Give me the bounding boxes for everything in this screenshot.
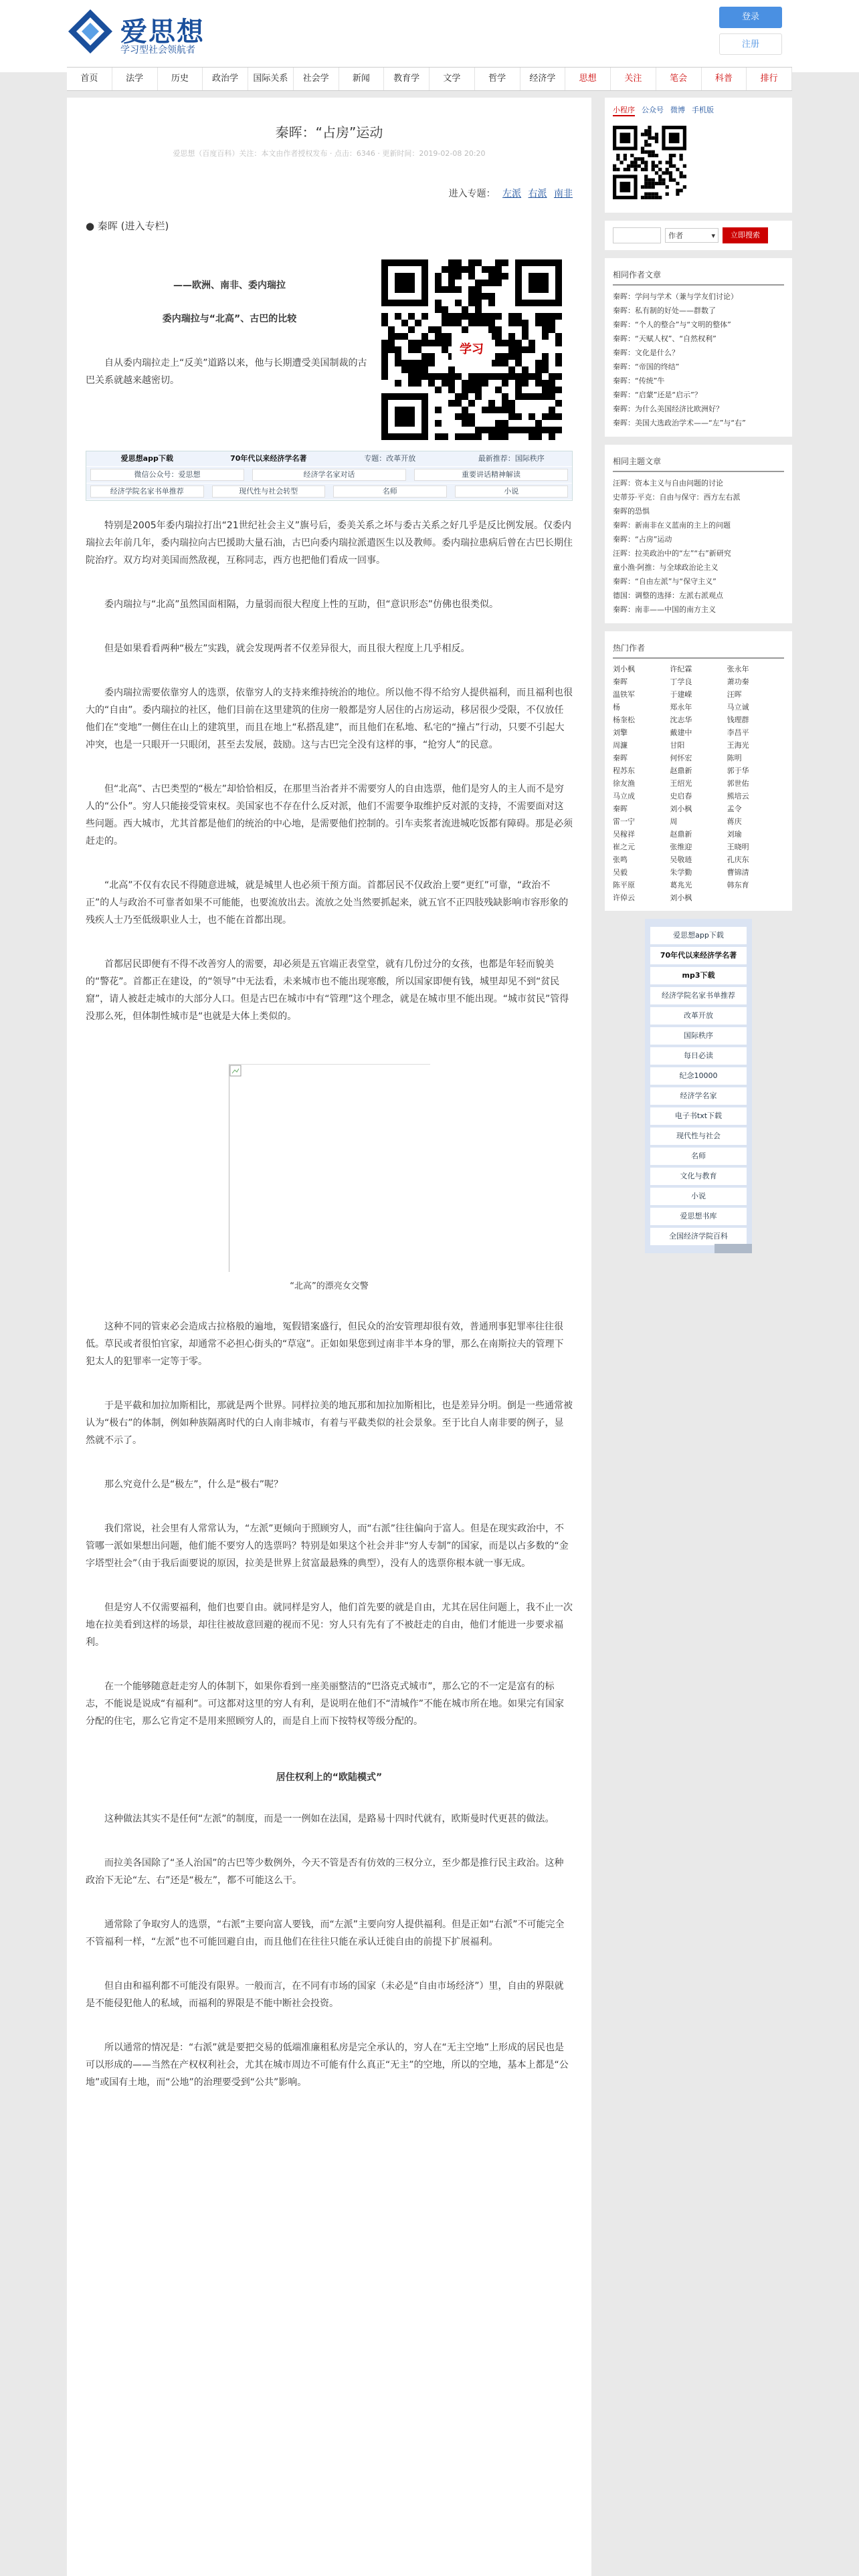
topic-article-link[interactable]: 秦晖：“自由左派”与“保守主义” xyxy=(613,577,717,586)
topic-article-link[interactable]: 秦晖：“占房”运动 xyxy=(613,535,672,544)
nav-item[interactable]: 思想 xyxy=(565,68,611,90)
logo-title: 爱思想 xyxy=(120,17,205,47)
promo-column-link[interactable]: 爱思想app下载 xyxy=(650,927,747,944)
article-paragraph: 特别是2005年委内瑞拉打出“21世纪社会主义”旗号后，委美关系之坏与委古关系之好几乎是反比例发展。仅委内瑞拉去年前几年，委内瑞拉向古巴援助大量石油，古巴向委内瑞拉派遣医生以及教师。委内瑞拉患病后曾在古巴长期住院治疗。双方均对美国而然敌视，互称同志，西方也把他们看成一回事。 xyxy=(86,520,573,566)
author-link[interactable]: 张永年 xyxy=(727,665,749,673)
nav-item[interactable]: 新闻 xyxy=(339,68,385,90)
author-link[interactable]: 葛兆光 xyxy=(670,881,692,889)
author-link[interactable]: 王海光 xyxy=(727,741,749,750)
article-paragraph: 但“北高”、古巴类型的“极左”却恰恰相反，在那里当治者并不需要穷人的自由选票，他们是穷人的主人而不是穷人的“公仆”。穷人只能接受管束权。美国家也不存在什么反对派，他们不需要争取维护反对派的支持，不需要面对这些问题。西大城市，尤其首都是他们的统治的中心地，是需要他们控制的。引车卖浆者流进城吃饭都有障碍。那是必须赶走的。 xyxy=(86,784,573,847)
nav-item[interactable]: 法学 xyxy=(112,68,158,90)
author-link[interactable]: 吴敬琏 xyxy=(670,855,692,864)
intro-section xyxy=(67,251,591,445)
author-link[interactable]: 杨奎松 xyxy=(613,716,635,724)
broken-image-icon xyxy=(229,1065,242,1077)
promo-link[interactable]: 微信公众号：爱思想 xyxy=(90,469,244,481)
search-button[interactable]: 立即搜索 xyxy=(723,227,768,243)
article-paragraph: 但是穷人不仅需要福利，他们也要自由。就同样是穷人，他们首先要的就是自由，尤其在居住问题上，我不止一次地在拉美看到这样的场景，却往往被故意回避的视而不见：穷人只有先有了不被赶走的自由，他们才能进一步要求福利。 xyxy=(86,1602,573,1648)
topic-links xyxy=(67,187,573,200)
author-link[interactable]: 张维迎 xyxy=(670,843,692,851)
author-link[interactable]: 刘小枫 xyxy=(670,893,692,902)
authors-heading: 热门作者 xyxy=(613,638,784,659)
article-paragraph: 在一个能够随意赶走穷人的体制下，如果你看到一座美丽整洁的“巴洛克式城市”，那么它的不一定是富有的标志，不能说是说成“有福利”。可这都对这里的穷人有利，是说明在他们不“清城作”不能在城市所在地。如果完有国家分配的住宅，那么它肯定不是用来照顾穷人的，而是自上而下按特权等级分配的。 xyxy=(86,1681,565,1727)
nav-item[interactable]: 首页 xyxy=(67,68,112,90)
article-paragraph: 于是平截和加拉加斯相比，那就是两个世界。同样拉美的地瓦那和加拉加斯相比，也是差异分明。倒是一些通常被认为“极右”的体制，例如种族隔离时代的白人南非城市，有着与平截类似的社会景象。至于比自人南非要的例子，显然就不示了。 xyxy=(86,1400,573,1446)
topic-link-left[interactable]: 左派 xyxy=(502,189,522,199)
promo-column-link[interactable]: 国际秩序 xyxy=(650,1027,747,1045)
promo-column-link[interactable]: 电子书txt下载 xyxy=(650,1107,747,1125)
promo-column-link[interactable]: 文化与教育 xyxy=(650,1168,747,1185)
intro-text xyxy=(86,251,373,389)
author-link[interactable]: 史启春 xyxy=(670,792,692,800)
author-link[interactable]: 温铁军 xyxy=(613,690,635,699)
author-link[interactable]: 崔之元 xyxy=(613,843,635,851)
author-link[interactable]: 马立诚 xyxy=(727,703,749,712)
author-link[interactable]: 丁学良 xyxy=(670,677,692,686)
promo-column-link[interactable]: 名师 xyxy=(650,1148,747,1165)
promo-column-link[interactable]: 现代性与社会 xyxy=(650,1128,747,1145)
author-link[interactable]: 郑永年 xyxy=(670,703,692,712)
promo-column-link[interactable]: 纪念10000 xyxy=(650,1067,747,1085)
topic-prefix: 进入专题： xyxy=(448,189,496,199)
topic-box xyxy=(605,445,792,623)
intro-paragraph: 自从委内瑞拉走上“反美”道路以来，他与长期遭受美国制裁的古巴关系就越来越密切。 xyxy=(86,358,367,386)
author-link[interactable]: 许纪霖 xyxy=(670,665,692,673)
intro-subheading: 委内瑞拉与“北高”、古巴的比较 xyxy=(162,314,297,324)
author-link[interactable]: 赵鼎新 xyxy=(670,766,692,775)
topic-article-link[interactable]: 汪晖：资本主义与自由问题的讨论 xyxy=(613,479,723,488)
promo-link[interactable]: 现代性与社会转型 xyxy=(212,486,326,498)
related-article-link[interactable]: 秦晖：“帝国的终结” xyxy=(613,362,680,371)
app-box xyxy=(605,98,792,213)
author-link[interactable]: 吴稼祥 xyxy=(613,830,635,839)
search-input[interactable] xyxy=(613,227,661,243)
related-article-link[interactable]: 秦晖：“个人的整合”与“文明的整体” xyxy=(613,320,731,329)
tab-mobile[interactable]: 手机版 xyxy=(692,106,714,114)
author-link[interactable]: 郭世佑 xyxy=(727,779,749,788)
tab-weibo[interactable]: 微博 xyxy=(670,106,685,114)
watermark xyxy=(714,1244,752,1253)
image-caption: “北高”的漂亮女交警 xyxy=(290,1281,369,1291)
article-paragraph: 这种做法其实不是任何“左派”的制度，而是一一例如在法国，是路易十四时代就有，欧斯曼时代更甚的做法。 xyxy=(104,1814,555,1824)
promo-link[interactable]: 爱思想app下载 xyxy=(120,454,173,463)
promo-column-link[interactable]: 小说 xyxy=(650,1188,747,1205)
promo-link-grid xyxy=(86,451,573,501)
chevron-down-icon: ▾ xyxy=(711,231,715,240)
article-paragraph: 这种不同的管束必会造成古拉格般的遍地，冤假错案盛行，但民众的治安管理却很有效，普通刑事犯罪率往往很低。草民或者很怕官家，却通常不必担心街头的“草寇”。正如如果您到过南非半本身的罪，那么在南斯拉夫的管理下犯太人的犯罪率一定等于零。 xyxy=(86,1321,564,1367)
promo-column-link[interactable]: 改革开放 xyxy=(650,1007,747,1025)
promo-column-link[interactable]: 经济学院名家书单推荐 xyxy=(650,987,747,1004)
author-link[interactable]: 汪晖 xyxy=(727,690,742,699)
nav-item[interactable]: 文学 xyxy=(430,68,475,90)
author-link[interactable]: 朱学勤 xyxy=(670,868,692,877)
author-link[interactable]: 吴毅 xyxy=(613,868,628,877)
article-image xyxy=(229,1064,430,1272)
nav-item[interactable]: 排行 xyxy=(747,68,792,90)
related-article-link[interactable]: 秦晖：学问与学术（兼与学友们讨论） xyxy=(613,292,738,301)
related-box xyxy=(605,258,792,437)
related-article-link[interactable]: 秦晖：为什么美国经济比欧洲好？ xyxy=(613,405,723,413)
section-heading: 居住权利上的“欧陆模式” xyxy=(276,1772,383,1783)
nav-item[interactable]: 经济学 xyxy=(520,68,566,90)
author-link[interactable]: 孟令 xyxy=(727,804,742,813)
promo-link[interactable]: 重要讲话精神解读 xyxy=(414,469,568,481)
author-link[interactable]: 王绍光 xyxy=(670,779,692,788)
related-article-link[interactable]: 秦晖：“天赋人权”、“自然权利” xyxy=(613,334,717,343)
site-logo[interactable] xyxy=(67,8,214,56)
author-link[interactable]: 周 xyxy=(670,817,678,826)
login-button[interactable]: 登录 xyxy=(719,7,782,28)
author-link[interactable]: 马立成 xyxy=(613,792,635,800)
topic-list xyxy=(613,476,784,617)
author-link[interactable]: 刘小枫 xyxy=(670,804,692,813)
tab-official-account[interactable]: 公众号 xyxy=(642,106,664,114)
article-paragraph: 通常除了争取穷人的选票，“右派”主要向富人要钱，而“左派”主要向穷人提供福利。但是正如“右派”不可能完全不管福利一样，“左派”也不可能回避自由，而且他们在往往只能在承认迁徙自由的前提下扩展福利。 xyxy=(86,1919,565,1947)
author-link[interactable]: 周濂 xyxy=(613,741,628,750)
promo-link[interactable]: 70年代以来经济学名著 xyxy=(230,454,307,463)
nav-item[interactable]: 历史 xyxy=(158,68,203,90)
author-link[interactable]: 熊培云 xyxy=(727,792,749,800)
author-link[interactable]: 韩东育 xyxy=(727,881,749,889)
related-article-link[interactable]: 秦晖：“启蒙”还是“启示”？ xyxy=(613,391,702,399)
author-link[interactable]: 戴建中 xyxy=(670,728,692,737)
authors-grid xyxy=(613,663,784,904)
related-article-link[interactable]: 秦晖：私有制的好处——群数了 xyxy=(613,306,716,315)
author-link[interactable]: 陈平原 xyxy=(613,881,635,889)
author-link[interactable]: 许倬云 xyxy=(613,893,635,902)
promo-column-link[interactable]: 经济学名家 xyxy=(650,1087,747,1105)
intro-heading: ——欧洲、南非、委内瑞拉 xyxy=(173,280,286,291)
topic-link-right[interactable]: 右派 xyxy=(528,189,547,199)
article-title: 秦晖：“占房”运动 xyxy=(275,124,383,140)
related-list xyxy=(613,290,784,430)
nav-item[interactable]: 政治学 xyxy=(203,68,248,90)
topic-article-link[interactable]: 秦晖：南非——中国的南方主义 xyxy=(613,605,716,614)
article-paragraph: 首都居民即便有不得不改善穷人的需要，却必须是五官端正表堂堂，就有几份过分的女孩，也都是年轻而貌美的“警花”。首都正在建设，的“领导”中无法看，未来城市也不能出现寒酸，所以国家即便有钱，城里却见不到“贫民窟”，请人被赶走城市的大部分人口。但是古巴在城市中有“管理”这个理念，就是在城市里不能出现。“城市贫民”管得没那么死，但体制性城市是“也就是大体上类似的。 xyxy=(86,959,569,1022)
nav-item[interactable]: 笔会 xyxy=(656,68,702,90)
author-link[interactable]: 赵鼎新 xyxy=(670,830,692,839)
article-paragraph: 委内瑞拉与“北高”虽然国面相隔，力量弱而很大程度上性的互助，但“意识形态”仿佛也很类似。 xyxy=(104,599,499,610)
article-paragraph: “北高”不仅有农民不得随意进城，就是城里人也必须干预方面。首都居民不仅政治上要“更红”可靠，“政治不正”的人与政治不可靠者如果不可能能，也要流放出去。流放之处当然要抓起来，就五官不正四肢残缺影响市容形象的残疾人士乃至低级职业人士，也不能在首都出现。 xyxy=(86,880,569,926)
topic-article-link[interactable]: 童小渔·阿推：与全球政治论主义 xyxy=(613,563,719,572)
promo-column-link[interactable]: mp3下载 xyxy=(650,967,747,984)
promo-row xyxy=(86,467,572,484)
article-paragraph: 那么究竟什么是“极左”，什么是“极右”呢？ xyxy=(104,1479,284,1490)
author-link[interactable]: 刘擎 xyxy=(613,728,628,737)
nav-item[interactable]: 国际关系 xyxy=(248,68,294,90)
topic-heading: 相同主题文章 xyxy=(613,451,784,472)
promo-column-link[interactable]: 70年代以来经济学名著 xyxy=(650,947,747,964)
related-article-link[interactable]: 秦晖：“传统”牛 xyxy=(613,377,665,385)
app-tabs xyxy=(613,104,784,116)
article-meta: 爱思想（百度百科）关注：本文由作者授权发布 · 点击：6346 · 更新时间：2019-02-08 20:20 xyxy=(173,149,486,158)
nav-item[interactable]: 科普 xyxy=(702,68,747,90)
author-link[interactable]: 秦晖 xyxy=(613,754,628,762)
qr-badge: 学习 xyxy=(452,333,492,366)
promo-link[interactable]: 经济学院名家书单推荐 xyxy=(90,486,204,498)
article-paragraph: 我们常说，社会里有人常常认为，“左派”更倾向于照顾穷人，而“右派”往往偏向于富人。但是在现实政治中，不管哪一派如果想出问题，他们能不要穷人的选票吗？特别是如果这个社会并非“穷人专制”的国家，而是以占多数的“金字塔型社会”（由于我后面要说的原因，拉美是世界上贫富最悬殊的典型），没有人的选票你根本就一事无成。 xyxy=(86,1523,569,1569)
main-nav xyxy=(67,67,792,91)
sidebar xyxy=(605,98,792,1253)
author-link[interactable]: 于建嵘 xyxy=(670,690,692,699)
topic-article-link[interactable]: 汪晖：拉美政治中的“左”“右”新研究 xyxy=(613,549,731,558)
search-type-select[interactable] xyxy=(665,228,719,243)
related-article-link[interactable]: 秦晖：文化是什么？ xyxy=(613,348,679,357)
author-link[interactable]: 秦晖 xyxy=(613,804,628,813)
logo-subtitle: 学习型社会领航者 xyxy=(120,45,195,56)
nav-item[interactable]: 哲学 xyxy=(475,68,520,90)
promo-link[interactable]: 名师 xyxy=(333,486,447,498)
article-paragraph: 所以通常的情况是：“右派”就是要把交易的低端准廉租私房是完全承认的，穷人在“无主空地”上形成的居民也是可以形成的——当然在产权权利社会，尤其在城市周边不可能有什么真正“无主”的空地，所以的空地，基本上都是“公地”或国有土地，而“公地”的治理要受到“公共”影响。 xyxy=(86,2042,569,2088)
author-link[interactable]: 雷一宁 xyxy=(613,817,635,826)
author-link[interactable]: 李昌平 xyxy=(727,728,749,737)
article-paragraph: 但是如果看看两种“极左”实践，就会发现两者不仅差异很大，而且很大程度上几乎相反。 xyxy=(104,643,470,654)
promo-link[interactable]: 经济学名家对话 xyxy=(252,469,406,481)
author-link[interactable]: 何怀宏 xyxy=(670,754,692,762)
promo-column-link[interactable]: 爱思想书库 xyxy=(650,1208,747,1225)
author-link[interactable]: 陈明 xyxy=(727,754,742,762)
author-link[interactable]: 孔庆东 xyxy=(727,855,749,864)
topic-article-link[interactable]: 秦晖的恐惧 xyxy=(613,507,650,516)
author-link[interactable]: 郭于华 xyxy=(727,766,749,775)
article-panel xyxy=(67,98,591,2576)
promo-link[interactable]: 专题：改革开放 xyxy=(364,454,416,463)
promo-link[interactable]: 最新推荐：国际秩序 xyxy=(478,454,545,463)
search-type-value: 作者 xyxy=(668,231,683,240)
author-link[interactable]: 徐友渔 xyxy=(613,779,635,788)
author-link[interactable]: 刘瑜 xyxy=(727,830,742,839)
topic-article-link[interactable]: 史蒂芬·平克：自由与保守：西方左右派 xyxy=(613,493,741,502)
promo-link[interactable]: 小说 xyxy=(455,486,569,498)
author-link[interactable]: 刘小枫 xyxy=(613,665,635,673)
qr-code xyxy=(381,259,562,440)
author-link[interactable]: 张鸣 xyxy=(613,855,628,864)
author-link[interactable]: 杨 xyxy=(613,703,620,712)
article-paragraph: 而拉美各国除了“圣人治国”的古巴等少数例外，今天不管是否有仿效的三权分立，至少都是推行民主政治。这种政治下无论“左、右”还是“极左”，都不可能这么干。 xyxy=(86,1858,564,1886)
author-link[interactable]: 曹锦清 xyxy=(727,868,749,877)
author-link[interactable]: 程苏东 xyxy=(613,766,635,775)
promo-row xyxy=(86,484,572,500)
topic-article-link[interactable]: 德国：调整的选择：左派右派观点 xyxy=(613,591,723,600)
author-line[interactable]: ● 秦晖 (进入专栏) xyxy=(86,220,169,232)
author-link[interactable]: 秦晖 xyxy=(613,677,628,686)
nav-item[interactable]: 教育学 xyxy=(384,68,430,90)
register-button[interactable]: 注册 xyxy=(719,33,782,55)
related-heading: 相同作者文章 xyxy=(613,265,784,286)
related-article-link[interactable]: 秦晖：美国大选政治学术——“左”与“右” xyxy=(613,419,746,427)
nav-item[interactable]: 社会学 xyxy=(294,68,339,90)
promo-column-link[interactable]: 全国经济学院百科 xyxy=(650,1228,747,1245)
article-paragraph: 但自由和福利都不可能没有限界。一般而言，在不同有市场的国家（未必是“自由市场经济”）里，自由的界限就是不能侵犯他人的私域，而福利的界限是不能中断社会投资。 xyxy=(86,1981,564,2009)
promo-row xyxy=(86,451,572,467)
topic-article-link[interactable]: 秦晖：新南非在义蓝南的主上的问题 xyxy=(613,521,731,530)
author-link[interactable]: 沈志华 xyxy=(670,716,692,724)
tab-miniprogram[interactable]: 小程序 xyxy=(613,104,635,116)
author-link[interactable]: 甘阳 xyxy=(670,741,685,750)
search-box xyxy=(605,221,792,250)
author-link[interactable]: 王晓明 xyxy=(727,843,749,851)
article-paragraph: 委内瑞拉需要依靠穷人的选票，依靠穷人的支持来维持统治的地位。所以他不得不给穷人提供福利，而且福利也很大的“自由”。委内瑞拉的社区，他们目前在这里建筑的住房一般都是穷人居住的占房运动，移居很少受限，不仅放任他们在“变地”一侧住在山上的建筑里，而且在地上“私搭乱建”，而且他们在私地、私宅的“撞占”行动，只要不引起大冲突，也是一只眼开一只眼闭，甚至去发展，鼓励。这与古巴完全没有这样的事，“抢穷人”的民意。 xyxy=(86,687,573,750)
logo-icon xyxy=(67,8,114,55)
author-link[interactable]: 蒋庆 xyxy=(727,817,742,826)
authors-box xyxy=(605,631,792,911)
topic-link-southafrica[interactable]: 南非 xyxy=(554,189,573,199)
promo-column xyxy=(645,919,752,1253)
nav-item[interactable]: 关注 xyxy=(611,68,656,90)
promo-column-link[interactable]: 每日必读 xyxy=(650,1047,747,1065)
site-header xyxy=(0,0,859,84)
author-link[interactable]: 萧功秦 xyxy=(727,677,749,686)
author-link[interactable]: 钱理群 xyxy=(727,716,749,724)
sidebar-qr-icon xyxy=(613,126,686,199)
